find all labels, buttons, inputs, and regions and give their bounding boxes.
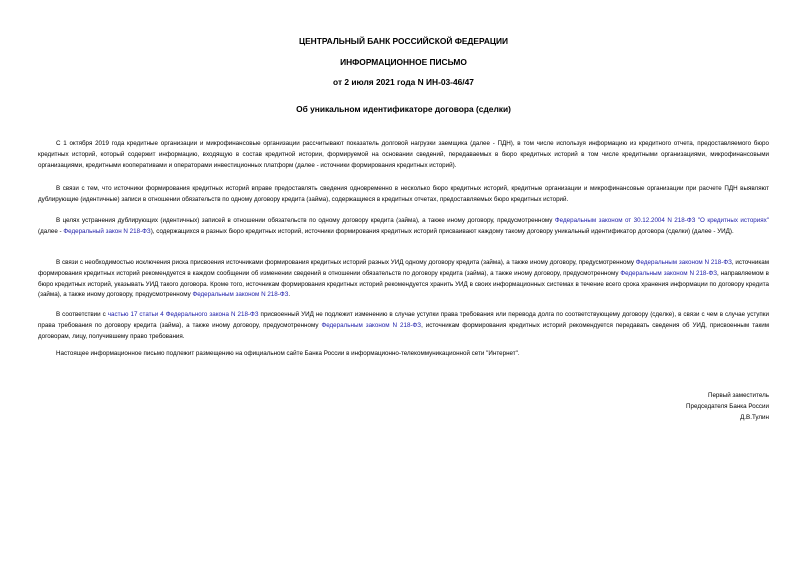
letter-body	[38, 139, 769, 171]
link-law-218fz-a[interactable]: Федеральным законом N 218-ФЗ	[635, 259, 732, 266]
signature-block	[569, 391, 769, 423]
link-law-218fz-b[interactable]: Федеральным законом N 218-ФЗ	[620, 269, 717, 277]
letter-body-6	[38, 349, 769, 360]
signature-position: Первый заместитель	[707, 392, 769, 399]
paragraph-5-text-2: присвоенный УИД не подлежит изменению в случае уступки права требования или перевода долга по соответствующему договору (сделке), в связи с чем в случае уступки права требования по договору кредита (займа), а также иному договору, предусмотренному	[38, 311, 769, 329]
paragraph-3	[38, 216, 769, 238]
document-type: ИНФОРМАЦИОННОЕ ПИСЬМО	[340, 57, 467, 67]
link-article-17-218fz[interactable]: частью 17 статьи 4 Федерального закона N 218-ФЗ	[107, 311, 259, 318]
link-law-218fz[interactable]: Федеральный закон N 218-ФЗ	[63, 227, 151, 235]
paragraph-4-text-3: , направляемом в бюро кредитных историй, указывать УИД такого договора. Кроме того, источникам формирования кредитных историй рекомендуется хранить УИД в своих информационных системах в течение всего срока хранения информации по договору кредита (займа), а также иному договору, предусмотренному	[38, 269, 769, 299]
paragraph-3-text-2: (далее -	[38, 227, 64, 235]
letter-body-5	[38, 310, 769, 342]
signature-position-org: Председателя Банка России	[686, 402, 769, 410]
paragraph-3-text-3: ), содержащихся в разных бюро кредитных историй, источники формирования кредитных историй присваивают каждому такому договору уникальный идентификатор договора (сделки) (далее - УИД).	[150, 227, 734, 235]
letter-body-2	[38, 184, 769, 206]
paragraph-6: Настоящее информационное письмо подлежит размещению на официальном сайте Банка России в информационно-телекоммуникационной сети "Интернет".	[56, 350, 520, 357]
paragraph-5	[38, 310, 769, 342]
paragraph-4-text-4: .	[288, 291, 291, 299]
link-law-218fz-d[interactable]: Федеральным законом N 218-ФЗ	[321, 321, 422, 329]
paragraph-5-text-1: В соответствии с	[56, 311, 108, 318]
paragraph-4	[38, 258, 769, 301]
paragraph-4-text-1: В связи с необходимостью исключения риска присвоения источниками формирования кредитных историй разных УИД одному договору кредита (займа), а также иному договору, предусмотренному	[56, 259, 636, 266]
paragraph-3-text-1: В целях устранения дублирующих (идентичных) записей в отношении обязательств по одному договору кредита (займа), а также иному договору, предусмотренному	[56, 217, 555, 224]
letter-body-3	[38, 216, 769, 238]
document-title: Об уникальном идентификаторе договора (сделки)	[296, 104, 511, 114]
link-law-218fz-c[interactable]: Федеральным законом N 218-ФЗ	[192, 291, 289, 299]
paragraph-2: В связи с тем, что источники формирования кредитных историй вправе предоставлять сведения одновременно в несколько бюро кредитных историй, кредитные организации и микрофинансовые организации при расчете ПДН выявляют дублирующие (идентичные) записи в отношении обязательств по одному договору кредита (займа), содержащиеся в кредитных отчетах, предоставляемых бюро кредитных историй.	[38, 185, 769, 203]
signature-name: Д.В.Тулин	[740, 413, 769, 421]
paragraph-4-text-2: , источникам формирования кредитных историй рекомендуется в каждом сообщении об изменении сведений в отношении обязательств по договору кредита (займа), а также иному договору, предусмотренному	[38, 259, 769, 277]
org-name: ЦЕНТРАЛЬНЫЙ БАНК РОССИЙСКОЙ ФЕДЕРАЦИИ	[298, 36, 509, 46]
paragraph-5-text-3: , источникам формирования кредитных историй рекомендуется передавать сведения об УИД, присвоенным таким договорам, лицу, получившему право требования.	[38, 321, 769, 340]
letter-body-4	[38, 258, 769, 301]
paragraph-1: С 1 октября 2019 года кредитные организации и микрофинансовые организации рассчитывают показатель долговой нагрузки заемщика (далее - ПДН), в том числе используя информацию из кредитного отчета, предоставляемого бюро кредитных историй, который содержит информацию, входящую в состав кредитной истории, формируемой на основании сведений, передаваемых в бюро кредитных историй в том числе кредитными организациями, микрофинансовыми организациями, кредитными кооперативами и операторами инвестиционных платформ (далее - источники формирования кредитных историй).	[38, 140, 769, 169]
link-law-218fz-full[interactable]: Федеральным законом от 30.12.2004 N 218-ФЗ "О кредитных историях"	[554, 217, 769, 224]
document-date-number: от 2 июля 2021 года N ИН-03-46/47	[333, 77, 474, 87]
